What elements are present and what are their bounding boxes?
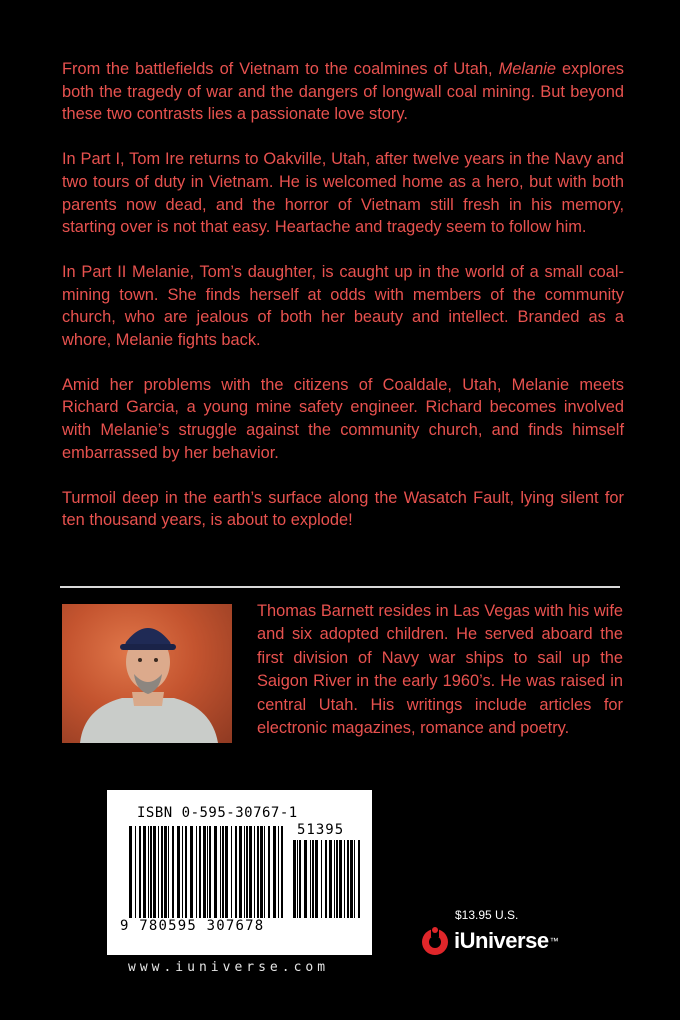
isbn-label: ISBN 0-595-30767-1 bbox=[137, 805, 298, 821]
publisher-logo bbox=[420, 926, 559, 956]
blurb-paragraph-5: Turmoil deep in the earth’s surface along the Wasatch Fault, lying silent for ten thousand years, is about to explode! bbox=[62, 488, 624, 530]
blurb-paragraph-2: In Part I, Tom Ire returns to Oakville, Utah, after twelve years in the Navy and two tours of duty in Vietnam. He is welcomed home as a hero, but with both parents now dead, and the horror of Vietnam still fresh in his memory, starting over is not that easy. Heartache and tragedy seem to follow him. bbox=[62, 150, 624, 237]
blurb-paragraph-3: In Part II Melanie, Tom’s daughter, is caught up in the world of a small coal-mining town. She finds herself at odds with members of the community church, who are jealous of both her beauty and intellect. Branded as a whore, Melanie fights back. bbox=[62, 262, 624, 350]
price-label: $13.95 U.S. bbox=[455, 908, 519, 922]
divider bbox=[60, 586, 620, 588]
publisher-url: www.iuniverse.com bbox=[128, 960, 330, 975]
author-bio: Thomas Barnett resides in Las Vegas with his wife and six adopted children. He served aboard the first division of Navy war ships to sail up the Saigon River in the early 1960’s. He was raised in central Utah. His writings include articles for electronic magazines, romance and poetry. bbox=[257, 602, 623, 738]
author-portrait-icon bbox=[62, 604, 232, 743]
trademark: ™ bbox=[549, 936, 559, 946]
blurb-text: From the battlefields of Vietnam to the coalmines of Utah, bbox=[62, 60, 499, 78]
price-code: 51395 bbox=[297, 822, 345, 838]
blurb-paragraph-4: Amid her problems with the citizens of Coaldale, Utah, Melanie meets Richard Garcia, a young mine safety engineer. Richard becomes involved with Melanie’s struggle against the community church, and finds himself embarrassed by her behavior. bbox=[62, 375, 624, 462]
ean-digits: 9 780595 307678 bbox=[120, 918, 265, 934]
isbn-barcode bbox=[107, 790, 372, 955]
book-title: Melanie bbox=[498, 60, 556, 78]
blurb-paragraph-1 bbox=[62, 58, 624, 126]
author-photo bbox=[62, 604, 232, 743]
back-cover-blurb bbox=[62, 58, 624, 532]
blurb-text: explores both the tragedy of war and the dangers of longwall coal mining. But beyond these two contrasts lies a passionate love story. bbox=[62, 60, 624, 124]
publisher-name: iUniverse bbox=[454, 928, 549, 953]
iuniverse-logo-icon bbox=[420, 926, 450, 956]
